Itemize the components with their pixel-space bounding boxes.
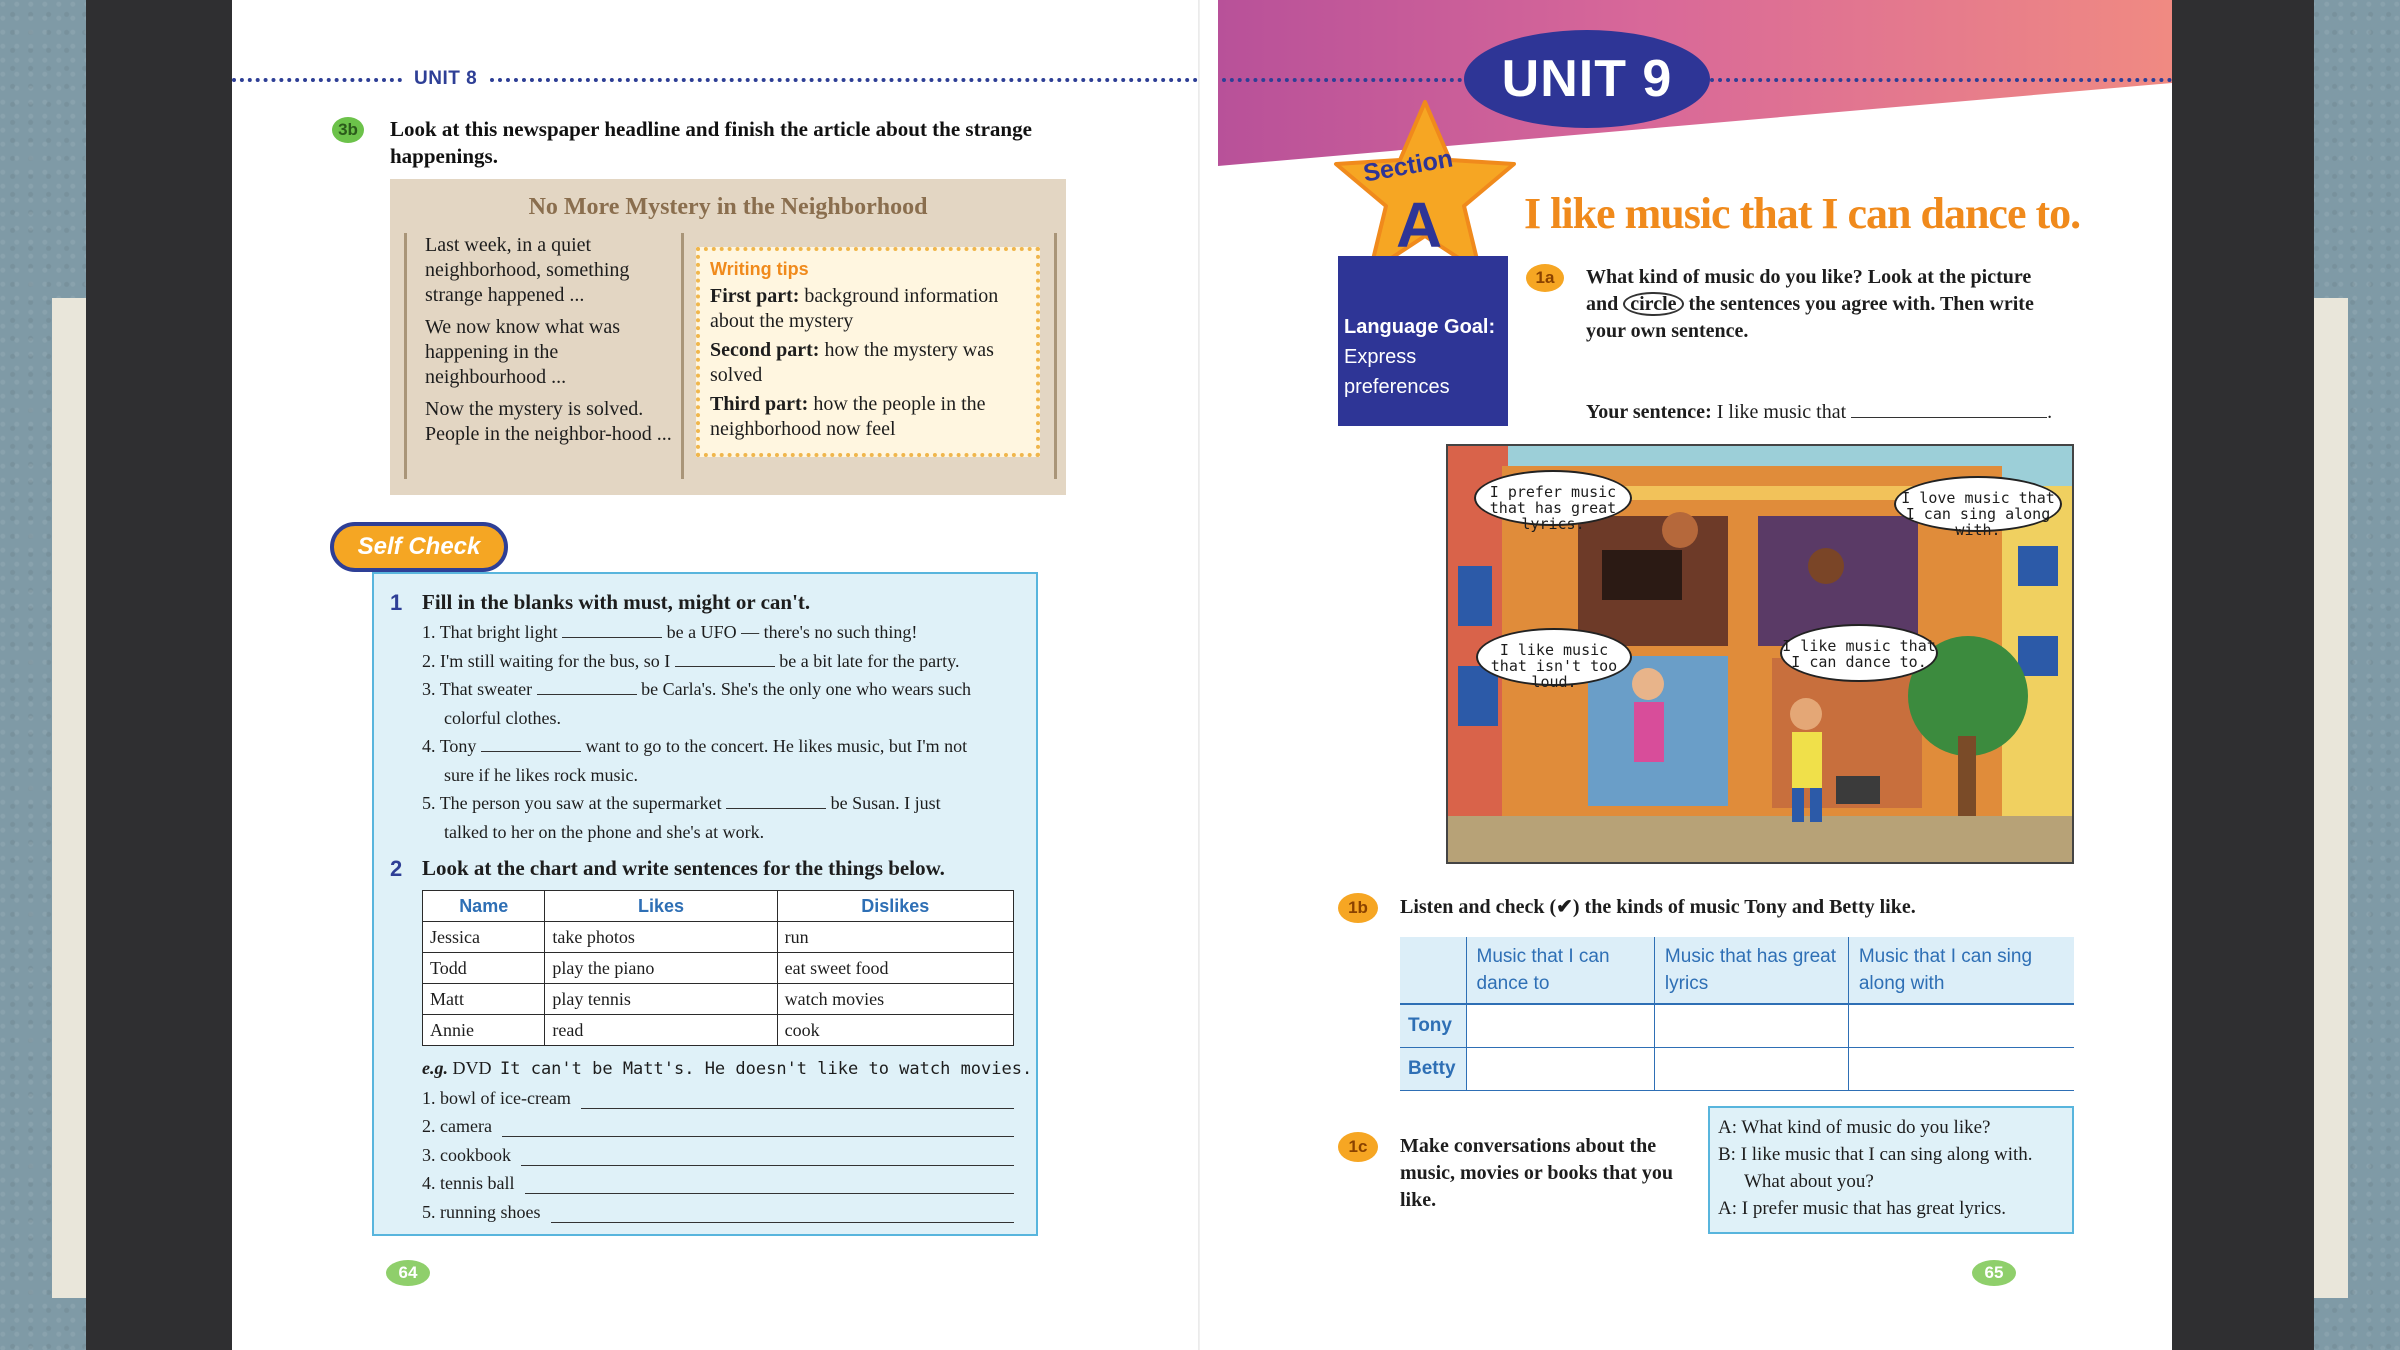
self-check-badge: Self Check bbox=[330, 522, 508, 572]
exercise-3b-instruction: Look at this newspaper headline and finish the article about the strange happenings. bbox=[390, 117, 1032, 168]
column-header: Music that I can sing along with bbox=[1848, 937, 2074, 1004]
exercise-1c-badge: 1c bbox=[1338, 1132, 1378, 1162]
speech-bubble: I love music that I can sing along with. bbox=[1894, 476, 2062, 532]
header-dots bbox=[1222, 78, 1462, 82]
table-row: Matt play tennis watch movies bbox=[423, 984, 1014, 1015]
paper-edge-left bbox=[52, 298, 86, 1298]
writing-tips bbox=[696, 247, 1040, 457]
unit-9-title: UNIT 9 bbox=[1464, 30, 1710, 128]
left-page bbox=[232, 0, 1200, 1350]
answer-line[interactable] bbox=[525, 1178, 1015, 1194]
fill-item-cont: colorful clothes. bbox=[444, 707, 561, 728]
write-item: 4. tennis ball bbox=[422, 1173, 1014, 1194]
column-header: Likes bbox=[545, 891, 777, 922]
answer-line[interactable] bbox=[502, 1121, 1014, 1137]
table-row: Todd play the piano eat sweet food bbox=[423, 953, 1014, 984]
tip-item: Second part: how the mystery was solved bbox=[710, 339, 994, 386]
tip-item: First part: background information about the mystery bbox=[710, 285, 999, 332]
fill-item-cont: talked to her on the phone and she's at work. bbox=[444, 821, 765, 842]
music-check-table bbox=[1400, 937, 2074, 1091]
fill-item-cont: sure if he likes rock music. bbox=[444, 764, 638, 785]
column-divider bbox=[1054, 233, 1057, 479]
section-letter: A bbox=[1396, 189, 1443, 261]
likes-chart bbox=[422, 890, 1014, 1046]
section-title: I like music that I can dance to. bbox=[1524, 189, 2081, 238]
column-header: Name bbox=[423, 891, 545, 922]
self-check-box bbox=[372, 572, 1038, 1236]
speech-bubble: I prefer music that has great lyrics. bbox=[1474, 470, 1632, 526]
question-2-number: 2 bbox=[390, 856, 403, 881]
check-cell[interactable] bbox=[1654, 1047, 1848, 1090]
page-number: 65 bbox=[1972, 1260, 2016, 1286]
speech-bubble: I like music that isn't too loud. bbox=[1476, 628, 1632, 686]
check-cell[interactable] bbox=[1848, 1004, 2074, 1047]
write-item: 5. running shoes bbox=[422, 1202, 1014, 1223]
example-sentence: e.g. DVD It can't be Matt's. He doesn't like to watch movies. bbox=[422, 1058, 1033, 1079]
column-header: Music that I can dance to bbox=[1466, 937, 1654, 1004]
exercise-1b-instruction: Listen and check (✔) the kinds of music Tony and Betty like. bbox=[1400, 896, 1916, 918]
exercise-1a-badge: 1a bbox=[1526, 264, 1564, 292]
table-row: Annie read cook bbox=[423, 1015, 1014, 1046]
dialogue-line: A: I prefer music that has great lyrics. bbox=[1718, 1198, 2007, 1219]
fill-item: 3. That sweater be Carla's. She's the only one who wears such bbox=[422, 679, 972, 699]
article-paragraph: Now the mystery is solved. People in the neighbor-hood ... bbox=[425, 398, 672, 445]
write-item: 2. camera bbox=[422, 1116, 1014, 1137]
music-illustration bbox=[1446, 444, 2074, 864]
question-2-heading: Look at the chart and write sentences for the things below. bbox=[422, 856, 945, 880]
section-label: Section bbox=[1361, 144, 1455, 188]
dialogue-line: B: I like music that I can sing along with. bbox=[1718, 1144, 2033, 1165]
unit-8-label: UNIT 8 bbox=[414, 68, 478, 89]
column-header: Music that has great lyrics bbox=[1654, 937, 1848, 1004]
answer-line[interactable] bbox=[521, 1150, 1014, 1166]
answer-blank[interactable] bbox=[562, 620, 662, 638]
check-cell[interactable] bbox=[1466, 1004, 1654, 1047]
answer-line[interactable] bbox=[581, 1093, 1014, 1109]
write-item: 3. cookbook bbox=[422, 1145, 1014, 1166]
answer-blank[interactable] bbox=[481, 734, 581, 752]
your-sentence: Your sentence: I like music that . bbox=[1586, 401, 2053, 423]
page-number: 64 bbox=[386, 1260, 430, 1286]
headline: No More Mystery in the Neighborhood bbox=[528, 194, 928, 220]
exercise-1b-badge: 1b bbox=[1338, 893, 1378, 923]
dialogue-line: What about you? bbox=[1744, 1171, 1874, 1192]
row-label: Tony bbox=[1400, 1004, 1466, 1047]
answer-blank[interactable] bbox=[537, 677, 637, 695]
paper-edge-right bbox=[2314, 298, 2348, 1298]
column-header bbox=[1400, 937, 1466, 1004]
answer-blank[interactable] bbox=[675, 649, 775, 667]
question-1-heading: Fill in the blanks with must, might or can't. bbox=[422, 590, 811, 614]
article-paragraph: We now know what was happening in the neighbourhood ... bbox=[425, 316, 621, 388]
writing-tips-title: Writing tips bbox=[710, 259, 809, 279]
article-column bbox=[404, 233, 684, 479]
sample-conversation bbox=[1708, 1106, 2074, 1234]
answer-line[interactable] bbox=[551, 1207, 1015, 1223]
exercise-1c-instruction: Make conversations about the music, movies or books that you like. bbox=[1400, 1135, 1673, 1211]
check-cell[interactable] bbox=[1466, 1047, 1654, 1090]
write-item: 1. bowl of ice-cream bbox=[422, 1088, 1014, 1109]
table-row: Jessica take photos run bbox=[423, 922, 1014, 953]
tip-item: Third part: how the people in the neighborhood now feel bbox=[710, 393, 986, 440]
exercise-1a-instruction: What kind of music do you like? Look at the picture and circle the sentences you agree with. Then write your own sentence. bbox=[1586, 266, 2034, 342]
article-paragraph: Last week, in a quiet neighborhood, something strange happened ... bbox=[425, 234, 630, 306]
sentence-blank[interactable] bbox=[1851, 400, 2047, 418]
newspaper-article bbox=[390, 179, 1066, 495]
header-dots bbox=[232, 78, 402, 82]
fill-item: 4. Tony want to go to the concert. He likes music, but I'm not bbox=[422, 736, 968, 756]
exercise-3b-badge: 3b bbox=[332, 117, 364, 143]
table-row bbox=[1400, 1004, 2074, 1047]
table-row bbox=[1400, 1047, 2074, 1090]
fill-item: 5. The person you saw at the supermarket be Susan. I just bbox=[422, 793, 941, 813]
fill-item: 1. That bright light be a UFO — there's no such thing! bbox=[422, 622, 918, 642]
answer-blank[interactable] bbox=[726, 791, 826, 809]
question-1-number: 1 bbox=[390, 590, 403, 615]
check-cell[interactable] bbox=[1848, 1047, 2074, 1090]
right-page bbox=[1200, 0, 2172, 1350]
column-header: Dislikes bbox=[777, 891, 1013, 922]
header-dots bbox=[490, 78, 1200, 82]
fill-item: 2. I'm still waiting for the bus, so I be a bit late for the party. bbox=[422, 650, 960, 671]
check-cell[interactable] bbox=[1654, 1004, 1848, 1047]
question-1-items bbox=[422, 618, 1022, 846]
row-label: Betty bbox=[1400, 1047, 1466, 1090]
header-dots bbox=[1710, 78, 2172, 82]
dialogue-line: A: What kind of music do you like? bbox=[1718, 1117, 1991, 1138]
speech-bubble: I like music that I can dance to. bbox=[1780, 624, 1938, 682]
language-goal-box: Language Goal: Express preferences bbox=[1338, 256, 1508, 426]
